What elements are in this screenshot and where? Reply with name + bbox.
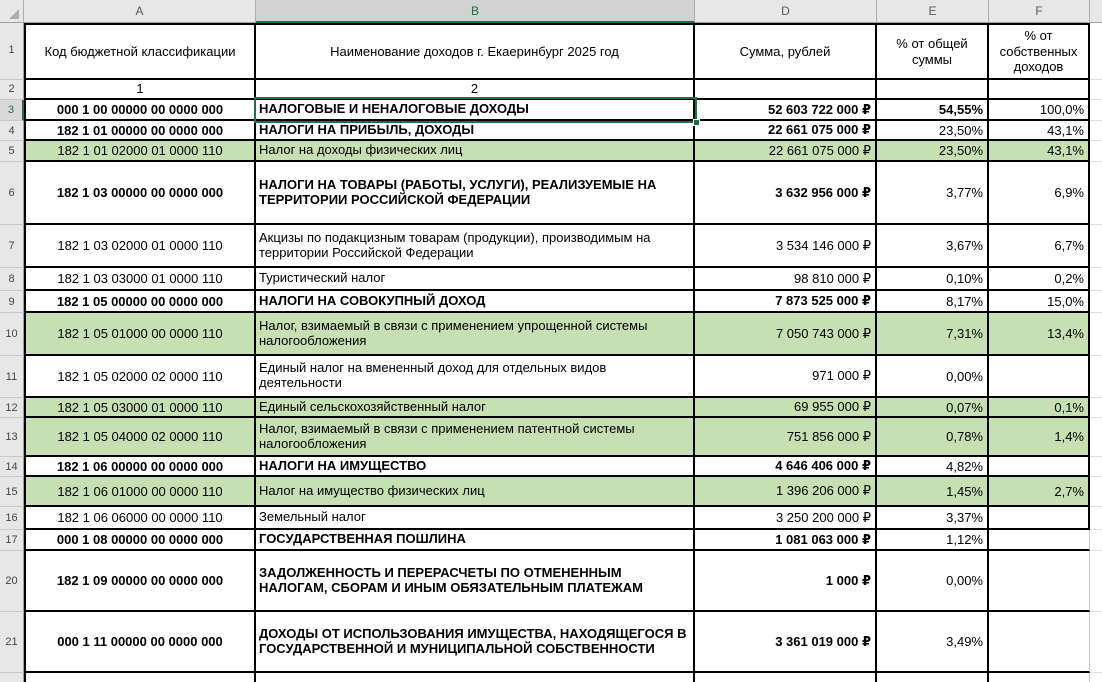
cell-D17[interactable]: 1 081 063 000 ₽	[695, 530, 877, 551]
row-header-9[interactable]: 9	[0, 291, 24, 313]
cell-A11[interactable]: 182 1 05 02000 02 0000 110	[24, 356, 256, 398]
cell-D7[interactable]: 3 534 146 000 ₽	[695, 225, 877, 268]
data-row-10	[0, 313, 1102, 356]
cell-F3[interactable]: 100,0%	[989, 100, 1090, 121]
cell-E17[interactable]: 1,12%	[877, 530, 989, 551]
cell-A1-code-header[interactable]: Код бюджетной классификации	[24, 23, 256, 80]
cell-A8[interactable]: 182 1 03 03000 01 0000 110	[24, 268, 256, 291]
cell-D20[interactable]: 1 000 ₽	[695, 551, 877, 612]
gridline-spacer	[1090, 477, 1102, 507]
cell-A20[interactable]: 182 1 09 00000 00 0000 000	[24, 551, 256, 612]
data-row-14	[0, 457, 1102, 477]
cell-D8[interactable]: 98 810 000 ₽	[695, 268, 877, 291]
gridline-spacer	[1090, 530, 1102, 551]
cell-A22[interactable]	[24, 673, 256, 682]
cell-D10[interactable]: 7 050 743 000 ₽	[695, 313, 877, 356]
gridline-spacer	[1090, 356, 1102, 398]
cell-B13[interactable]: Налог, взимаемый в связи с применением патентной системы налогообложения	[256, 418, 695, 457]
cell-B9[interactable]: НАЛОГИ НА СОВОКУПНЫЙ ДОХОД	[256, 291, 695, 313]
data-row-3	[0, 100, 1102, 121]
cell-A9[interactable]: 182 1 05 00000 00 0000 000	[24, 291, 256, 313]
cell-E16[interactable]: 3,37%	[877, 507, 989, 530]
cell-A15[interactable]: 182 1 06 01000 00 0000 110	[24, 477, 256, 507]
cell-F21[interactable]	[989, 612, 1090, 673]
data-row-20	[0, 551, 1102, 612]
cell-E9[interactable]: 8,17%	[877, 291, 989, 313]
cell-D1-sum-header[interactable]: Сумма, рублей	[695, 23, 877, 80]
cell-E1-pct-total-header[interactable]: % от общей суммы	[877, 23, 989, 80]
data-row-21	[0, 612, 1102, 673]
cell-B4[interactable]: НАЛОГИ НА ПРИБЫЛЬ, ДОХОДЫ	[256, 121, 695, 141]
cell-B1-name-header[interactable]: Наименование доходов г. Екаеринбург 2025 год	[256, 23, 695, 80]
cell-E20[interactable]: 0,00%	[877, 551, 989, 612]
cell-D16[interactable]: 3 250 200 000 ₽	[695, 507, 877, 530]
cell-E5[interactable]: 23,50%	[877, 141, 989, 162]
gridline-spacer	[1090, 291, 1102, 313]
data-row-22-partial	[0, 673, 1102, 682]
cell-E13[interactable]: 0,78%	[877, 418, 989, 457]
cell-F5[interactable]: 43,1%	[989, 141, 1090, 162]
cell-A5[interactable]: 182 1 01 02000 01 0000 110	[24, 141, 256, 162]
gridline-spacer	[1090, 673, 1102, 682]
cell-B6[interactable]: НАЛОГИ НА ТОВАРЫ (РАБОТЫ, УСЛУГИ), РЕАЛИЗУЕМЫЕ НА ТЕРРИТОРИИ РОССИЙСКОЙ ФЕДЕРАЦИИ	[256, 162, 695, 225]
row-header-6[interactable]: 6	[0, 162, 24, 225]
cell-E22[interactable]	[877, 673, 989, 682]
cell-D12[interactable]: 69 955 000 ₽	[695, 398, 877, 418]
column-header-A[interactable]: A	[24, 0, 256, 23]
cell-E10[interactable]: 7,31%	[877, 313, 989, 356]
cell-D11[interactable]: 971 000 ₽	[695, 356, 877, 398]
cell-D2[interactable]	[695, 80, 877, 100]
data-row-9	[0, 291, 1102, 313]
cell-B22[interactable]	[256, 673, 695, 682]
cell-D9[interactable]: 7 873 525 000 ₽	[695, 291, 877, 313]
cell-A17[interactable]: 000 1 08 00000 00 0000 000	[24, 530, 256, 551]
cell-B20[interactable]: ЗАДОЛЖЕННОСТЬ И ПЕРЕРАСЧЕТЫ ПО ОТМЕНЕННЫМ НАЛОГАМ, СБОРАМ И ИНЫМ ОБЯЗАТЕЛЬНЫМ ПЛАТЕЖАМ	[256, 551, 695, 612]
row-header-13[interactable]: 13	[0, 418, 24, 457]
cell-E15[interactable]: 1,45%	[877, 477, 989, 507]
cell-E8[interactable]: 0,10%	[877, 268, 989, 291]
cell-E21[interactable]: 3,49%	[877, 612, 989, 673]
cell-F4[interactable]: 43,1%	[989, 121, 1090, 141]
cell-D6[interactable]: 3 632 956 000 ₽	[695, 162, 877, 225]
cell-B7[interactable]: Акцизы по подакцизным товарам (продукции), производимым на территории Российской Федерации	[256, 225, 695, 268]
cell-B16[interactable]: Земельный налог	[256, 507, 695, 530]
cell-E7[interactable]: 3,67%	[877, 225, 989, 268]
cell-B17[interactable]: ГОСУДАРСТВЕННАЯ ПОШЛИНА	[256, 530, 695, 551]
data-row-5	[0, 141, 1102, 162]
data-row-15	[0, 477, 1102, 507]
gridline-spacer	[1090, 612, 1102, 673]
cell-B11[interactable]: Единый налог на вмененный доход для отдельных видов деятельности	[256, 356, 695, 398]
cell-B15[interactable]: Налог на имущество физических лиц	[256, 477, 695, 507]
gridline-spacer	[1090, 141, 1102, 162]
gridline-spacer	[1090, 313, 1102, 356]
cell-F8[interactable]: 0,2%	[989, 268, 1090, 291]
cell-B14[interactable]: НАЛОГИ НА ИМУЩЕСТВО	[256, 457, 695, 477]
cell-F20[interactable]	[989, 551, 1090, 612]
select-all-triangle-icon	[9, 9, 19, 19]
cell-F22[interactable]	[989, 673, 1090, 682]
cell-E2[interactable]	[877, 80, 989, 100]
cell-F17[interactable]	[989, 530, 1090, 551]
table-header-row	[0, 23, 1102, 80]
column-header-E[interactable]: E	[877, 0, 989, 23]
row-header-7[interactable]: 7	[0, 225, 24, 268]
cell-D15[interactable]: 1 396 206 000 ₽	[695, 477, 877, 507]
column-header-F[interactable]: F	[989, 0, 1090, 23]
cell-A4[interactable]: 182 1 01 00000 00 0000 000	[24, 121, 256, 141]
row-header-15[interactable]: 15	[0, 477, 24, 507]
cell-A10[interactable]: 182 1 05 01000 00 0000 110	[24, 313, 256, 356]
cell-D21[interactable]: 3 361 019 000 ₽	[695, 612, 877, 673]
cell-A14[interactable]: 182 1 06 00000 00 0000 000	[24, 457, 256, 477]
row-header-5[interactable]: 5	[0, 141, 24, 162]
row-header-20[interactable]: 20	[0, 551, 24, 612]
numbering-row	[0, 80, 1102, 100]
cell-B21[interactable]: ДОХОДЫ ОТ ИСПОЛЬЗОВАНИЯ ИМУЩЕСТВА, НАХОДЯЩЕГОСЯ В ГОСУДАРСТВЕННОЙ И МУНИЦИПАЛЬНОЙ СОБСТВЕННОСТИ	[256, 612, 695, 673]
cell-F12[interactable]: 0,1%	[989, 398, 1090, 418]
cell-D3[interactable]: 52 603 722 000 ₽	[695, 100, 877, 121]
row-header-22[interactable]	[0, 673, 24, 682]
gridline-spacer	[1090, 398, 1102, 418]
cell-D13[interactable]: 751 856 000 ₽	[695, 418, 877, 457]
gridline-spacer	[1090, 551, 1102, 612]
cell-E3[interactable]: 54,55%	[877, 100, 989, 121]
cell-F7[interactable]: 6,7%	[989, 225, 1090, 268]
cell-D14[interactable]: 4 646 406 000 ₽	[695, 457, 877, 477]
data-row-17	[0, 530, 1102, 551]
row-header-2[interactable]: 2	[0, 80, 24, 100]
gridline-spacer	[1090, 100, 1102, 121]
cell-B8[interactable]: Туристический налог	[256, 268, 695, 291]
gridline-spacer	[1090, 23, 1102, 80]
row-header-11[interactable]: 11	[0, 356, 24, 398]
cell-A2[interactable]: 1	[24, 80, 256, 100]
cell-E14[interactable]: 4,82%	[877, 457, 989, 477]
cell-F2[interactable]	[989, 80, 1090, 100]
cell-A21[interactable]: 000 1 11 00000 00 0000 000	[24, 612, 256, 673]
row-header-12[interactable]: 12	[0, 398, 24, 418]
cell-F15[interactable]: 2,7%	[989, 477, 1090, 507]
cell-A6[interactable]: 182 1 03 00000 00 0000 000	[24, 162, 256, 225]
data-row-13	[0, 418, 1102, 457]
cell-B12[interactable]: Единый сельскохозяйственный налог	[256, 398, 695, 418]
cell-B2[interactable]: 2	[256, 80, 695, 100]
cell-D22[interactable]	[695, 673, 877, 682]
gridline-spacer	[1090, 418, 1102, 457]
data-row-6	[0, 162, 1102, 225]
gridline-spacer	[1090, 121, 1102, 141]
gridline-spacer	[1090, 507, 1102, 530]
row-header-1[interactable]: 1	[0, 23, 24, 80]
row-header-10[interactable]: 10	[0, 313, 24, 356]
row-header-16[interactable]: 16	[0, 507, 24, 530]
cell-E4[interactable]: 23,50%	[877, 121, 989, 141]
row-header-8[interactable]: 8	[0, 268, 24, 291]
gridline-spacer	[1090, 457, 1102, 477]
column-header-strip	[0, 0, 1102, 23]
cell-F1-pct-own-header[interactable]: % от собственных доходов	[989, 23, 1090, 80]
cell-A7[interactable]: 182 1 03 02000 01 0000 110	[24, 225, 256, 268]
gridline-spacer	[1090, 225, 1102, 268]
data-row-8	[0, 268, 1102, 291]
data-row-4	[0, 121, 1102, 141]
data-row-11	[0, 356, 1102, 398]
select-all-button[interactable]	[0, 0, 24, 23]
cell-F11[interactable]	[989, 356, 1090, 398]
cell-E11[interactable]: 0,00%	[877, 356, 989, 398]
cell-A12[interactable]: 182 1 05 03000 01 0000 110	[24, 398, 256, 418]
cell-E6[interactable]: 3,77%	[877, 162, 989, 225]
data-row-7	[0, 225, 1102, 268]
column-header-D[interactable]: D	[695, 0, 877, 23]
cell-A3[interactable]: 000 1 00 00000 00 0000 000	[24, 100, 256, 121]
cell-D5[interactable]: 22 661 075 000 ₽	[695, 141, 877, 162]
gridline-spacer	[1090, 80, 1102, 100]
cell-F10[interactable]: 13,4%	[989, 313, 1090, 356]
column-header-B[interactable]: B	[256, 0, 695, 23]
cell-B3-active-cell[interactable]: НАЛОГОВЫЕ И НЕНАЛОГОВЫЕ ДОХОДЫ	[256, 100, 695, 121]
cell-B10[interactable]: Налог, взимаемый в связи с применением упрощенной системы налогообложения	[256, 313, 695, 356]
cell-F9[interactable]: 15,0%	[989, 291, 1090, 313]
cell-A13[interactable]: 182 1 05 04000 02 0000 110	[24, 418, 256, 457]
cell-E12[interactable]: 0,07%	[877, 398, 989, 418]
row-header-3[interactable]: 3	[0, 100, 24, 121]
cell-F6[interactable]: 6,9%	[989, 162, 1090, 225]
column-header-G-sliver	[1090, 0, 1102, 23]
cell-A16[interactable]: 182 1 06 06000 00 0000 110	[24, 507, 256, 530]
data-row-12	[0, 398, 1102, 418]
row-header-14[interactable]: 14	[0, 457, 24, 477]
row-header-17[interactable]: 17	[0, 530, 24, 551]
cell-F13[interactable]: 1,4%	[989, 418, 1090, 457]
row-header-21[interactable]: 21	[0, 612, 24, 673]
row-header-4[interactable]: 4	[0, 121, 24, 141]
gridline-spacer	[1090, 268, 1102, 291]
cell-F14[interactable]	[989, 457, 1090, 477]
cell-B5[interactable]: Налог на доходы физических лиц	[256, 141, 695, 162]
cell-D4[interactable]: 22 661 075 000 ₽	[695, 121, 877, 141]
gridline-spacer	[1090, 162, 1102, 225]
data-row-16	[0, 507, 1102, 530]
cell-F16[interactable]	[989, 507, 1090, 530]
